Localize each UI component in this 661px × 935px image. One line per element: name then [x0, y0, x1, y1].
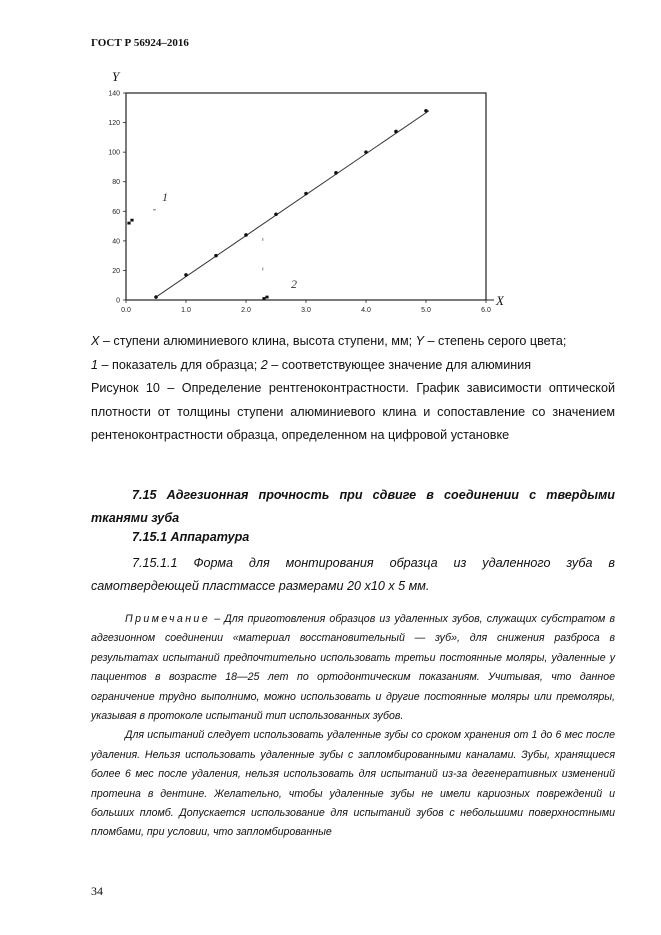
x-tick-label: 5.0: [421, 307, 431, 314]
note-label: Примечание: [125, 613, 211, 625]
section-heading: 7.15 Адгезионная прочность при сдвиге в соединении с твердыми тканями зуба: [91, 488, 615, 525]
x-tick-label: 2.0: [241, 307, 251, 314]
data-point: [304, 192, 308, 196]
data-point: [184, 273, 188, 277]
y-tick-label: 80: [112, 179, 120, 187]
data-point: [424, 109, 428, 113]
fit-line: [156, 111, 429, 297]
data-point: [214, 254, 218, 258]
data-point: [334, 171, 338, 175]
note-paragraph-1: [91, 610, 615, 726]
y-tick-label: 120: [108, 120, 120, 128]
marker-1-definition: – показатель для образца;: [101, 357, 258, 372]
caption-line-1: [91, 330, 615, 354]
marker-2-symbol: 2: [260, 357, 268, 372]
y-tick-label: 20: [112, 267, 120, 275]
sample-point: [265, 296, 268, 299]
x-tick-label: 3.0: [301, 307, 311, 314]
marker-2-label: 2: [291, 277, 297, 292]
y-tick-label: 60: [112, 208, 120, 216]
data-point: [154, 295, 158, 299]
x-symbol: X: [91, 334, 100, 348]
subsection-heading: 7.15.1 Аппаратура: [132, 530, 250, 544]
marker-2-definition: – соответствующее значение для алюминия: [271, 357, 532, 372]
marker-1-symbol: 1: [91, 357, 99, 372]
caption-line-2: [91, 354, 615, 378]
plot-frame: [126, 93, 486, 300]
y-tick-label: 100: [108, 149, 120, 157]
page-number: 34: [91, 884, 103, 898]
y-tick-label: 0: [116, 297, 120, 305]
sample-point: [130, 219, 133, 222]
sample-point: [127, 222, 130, 225]
sample-point: [262, 297, 265, 300]
x-definition: – ступени алюминиевого клина, высота ступени, мм;: [102, 334, 413, 348]
y-definition: – степень серого цвета;: [427, 334, 567, 348]
document-header: ГОСТ Р 56924–2016: [91, 37, 189, 49]
chart: [84, 62, 504, 317]
y-axis-label: Y: [112, 69, 120, 84]
x-tick-label: 0.0: [121, 307, 131, 314]
marker-1-label: 1: [162, 189, 168, 204]
x-tick-label: 4.0: [361, 307, 371, 314]
note-block: [91, 610, 615, 843]
figure-title: Рисунок 10 – Определение рентгеноконтрастности. График зависимости оптической плотности от толщины ступени алюминиевого клина и сопоставление со значением рентеноконтрастности образца, определенном на цифровой установке: [91, 381, 615, 442]
y-symbol: Y: [415, 334, 425, 348]
note-paragraph-2: Для испытаний следует использовать удаленные зубы со сроком хранения от 1 до 6 мес после удаления. Нельзя использовать удаленные зубы с запломбированными каналами. Зубы, хранящиеся более 6 мес после удаления, нельзя использовать для испытаний из-за дегенеративных изменений протеина в дентине. Желательно, чтобы удаленные зубы не имели кариозных повреждений и больших пломб. Допускается использование для испытаний зубов с небольшими поверхностными пломбами, при условии, что запломбированные: [91, 729, 615, 839]
x-tick-label: 1.0: [181, 307, 191, 314]
data-point: [274, 212, 278, 216]
data-point: [364, 150, 368, 154]
note-text-1: – Для приготовления образцов из удаленных зубов, служащих субстратом в адгезионном соединении «материал восстановительный — зуб», для снижения разброса в результатах испытаний предпочтительно использовать третьи постоянные моляры, удаленные у пациентов в возрасте 18—25 лет по ортодонтическим показаниям. Учитывая, что данное ограничение трудно выполнимо, можно использовать и другие постоянные моляры или премоляры, указывая в протоколе испытаний тип использованных зубов.: [91, 613, 615, 723]
x-tick-label: 6.0: [481, 307, 491, 314]
y-tick-label: 40: [112, 238, 120, 246]
item-paragraph: 7.15.1.1 Форма для монтирования образца из удаленного зуба в самотвердеющей пластмассе размерами 20 х10 х 5 мм.: [91, 556, 615, 593]
figure-caption: [91, 330, 615, 448]
data-point: [244, 233, 248, 237]
x-axis-label: X: [496, 293, 504, 308]
y-tick-label: 140: [108, 90, 120, 98]
data-point: [394, 130, 398, 134]
